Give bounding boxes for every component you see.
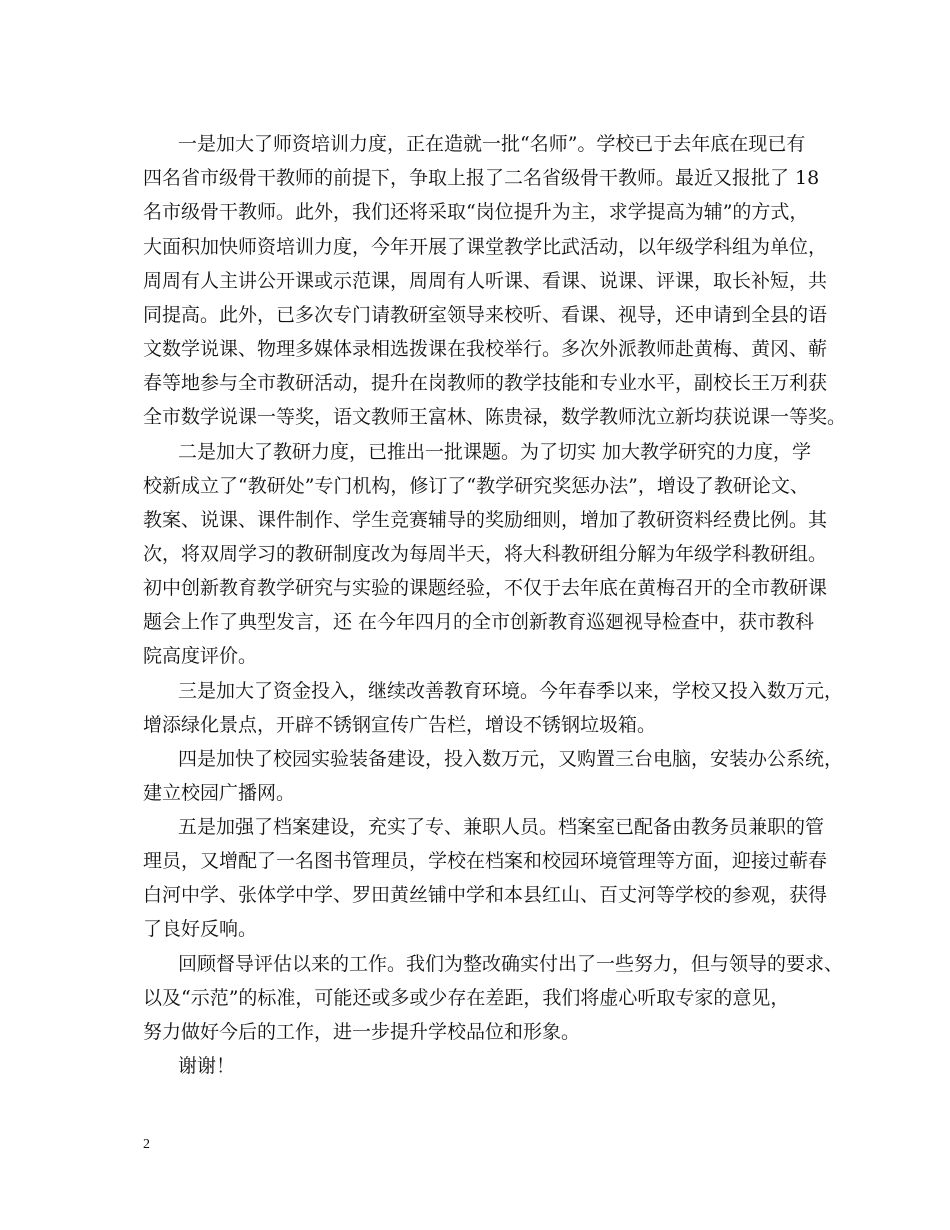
- text-line: 增添绿化景点，开辟不锈钢宣传广告栏，增设不锈钢垃圾箱。: [143, 714, 657, 736]
- text-line: 初中创新教育教学研究与实验的课题经验，不仅于去年底在黄梅召开的全市教研课: [143, 577, 828, 599]
- text-line: 题会上作了典型发言，还 在今年四月的全市创新教育巡廻视导检查中，获市教科: [143, 611, 815, 633]
- text-line: 白河中学、张体学中学、罗田黄丝铺中学和本县红山、百丈河等学校的参观，获得: [143, 884, 828, 906]
- text-line: 建立校园广播网。: [143, 782, 296, 804]
- text-line: 三是加大了资金投入，继续改善教育环境。今年春季以来，学校又投入数万元，: [178, 680, 844, 702]
- text-line: 努力做好今后的工作，进一步提升学校品位和形象。: [143, 1021, 581, 1043]
- text-line: 院高度评价。: [143, 645, 258, 667]
- text-line: 全市数学说课一等奖，语文教师王富林、陈贵禄，数学教师沈立新均获说课一等奖。: [143, 406, 847, 428]
- text-line: 理员，又增配了一名图书管理员，学校在档案和校园环境管理等方面，迎接过蕲春: [143, 850, 828, 872]
- text-line: 校新成立了“教研处”专门机构，修订了“教学研究奖惩办法”，增设了教研论文、: [143, 475, 809, 497]
- text-line: 一是加大了师资培训力度，正在造就一批“名师”。学校已于去年底在现已有: [178, 133, 806, 155]
- text-line: 回顾督导评估以来的工作。我们为整改确实付出了一些努力，但与领导的要求、: [178, 953, 844, 975]
- text-line: 四是加快了校园实验装备建设，投入数万元，又购置三台电脑，安装办公系统，: [178, 748, 844, 770]
- text-line: 同提高。此外，已多次专门请教研室领导来校听、看课、视导，还申请到全县的语: [143, 304, 828, 326]
- text-line: 周周有人主讲公开课或示范课，周周有人听课、看课、说课、评课，取长补短，共: [143, 270, 828, 292]
- text-line: 文数学说课、物理多媒体录相选拨课在我校举行。多次外派教师赴黄梅、黄冈、蕲: [143, 338, 828, 360]
- text-line: 以及“示范”的标准，可能还或多或少存在差距，我们将虚心听取专家的意见，: [143, 987, 790, 1009]
- page-number: 2: [143, 1137, 150, 1152]
- text-line: 次，将双周学习的教研制度改为每周半天，将大科教研组分解为年级学科教研组。: [143, 543, 828, 565]
- text-line: 四名省市级骨干教师的前提下，争取上报了二名省级骨干教师。最近又报批了 18: [143, 167, 820, 189]
- text-line: 名市级骨干教师。此外，我们还将采取“岗位提升为主，求学提高为辅”的方式，: [143, 201, 809, 223]
- text-line: 大面积加快师资培训力度，今年开展了课堂教学比武活动，以年级学科组为单位，: [143, 236, 828, 258]
- text-line: 谢谢！: [178, 1055, 236, 1077]
- text-line: 五是加强了档案建设，充实了专、兼职人员。档案室已配备由教务员兼职的管: [178, 816, 825, 838]
- text-line: 春等地参与全市教研活动，提升在岗教师的教学技能和专业水平，副校长王万利获: [143, 372, 828, 394]
- text-line: 了良好反响。: [143, 918, 258, 940]
- text-line: 二是加大了教研力度，已推出一批课题。为了切实 加大教学研究的力度，学: [178, 441, 812, 463]
- text-line: 教案、说课、课件制作、学生竞赛辅导的奖励细则，增加了教研资料经费比例。其: [143, 509, 828, 531]
